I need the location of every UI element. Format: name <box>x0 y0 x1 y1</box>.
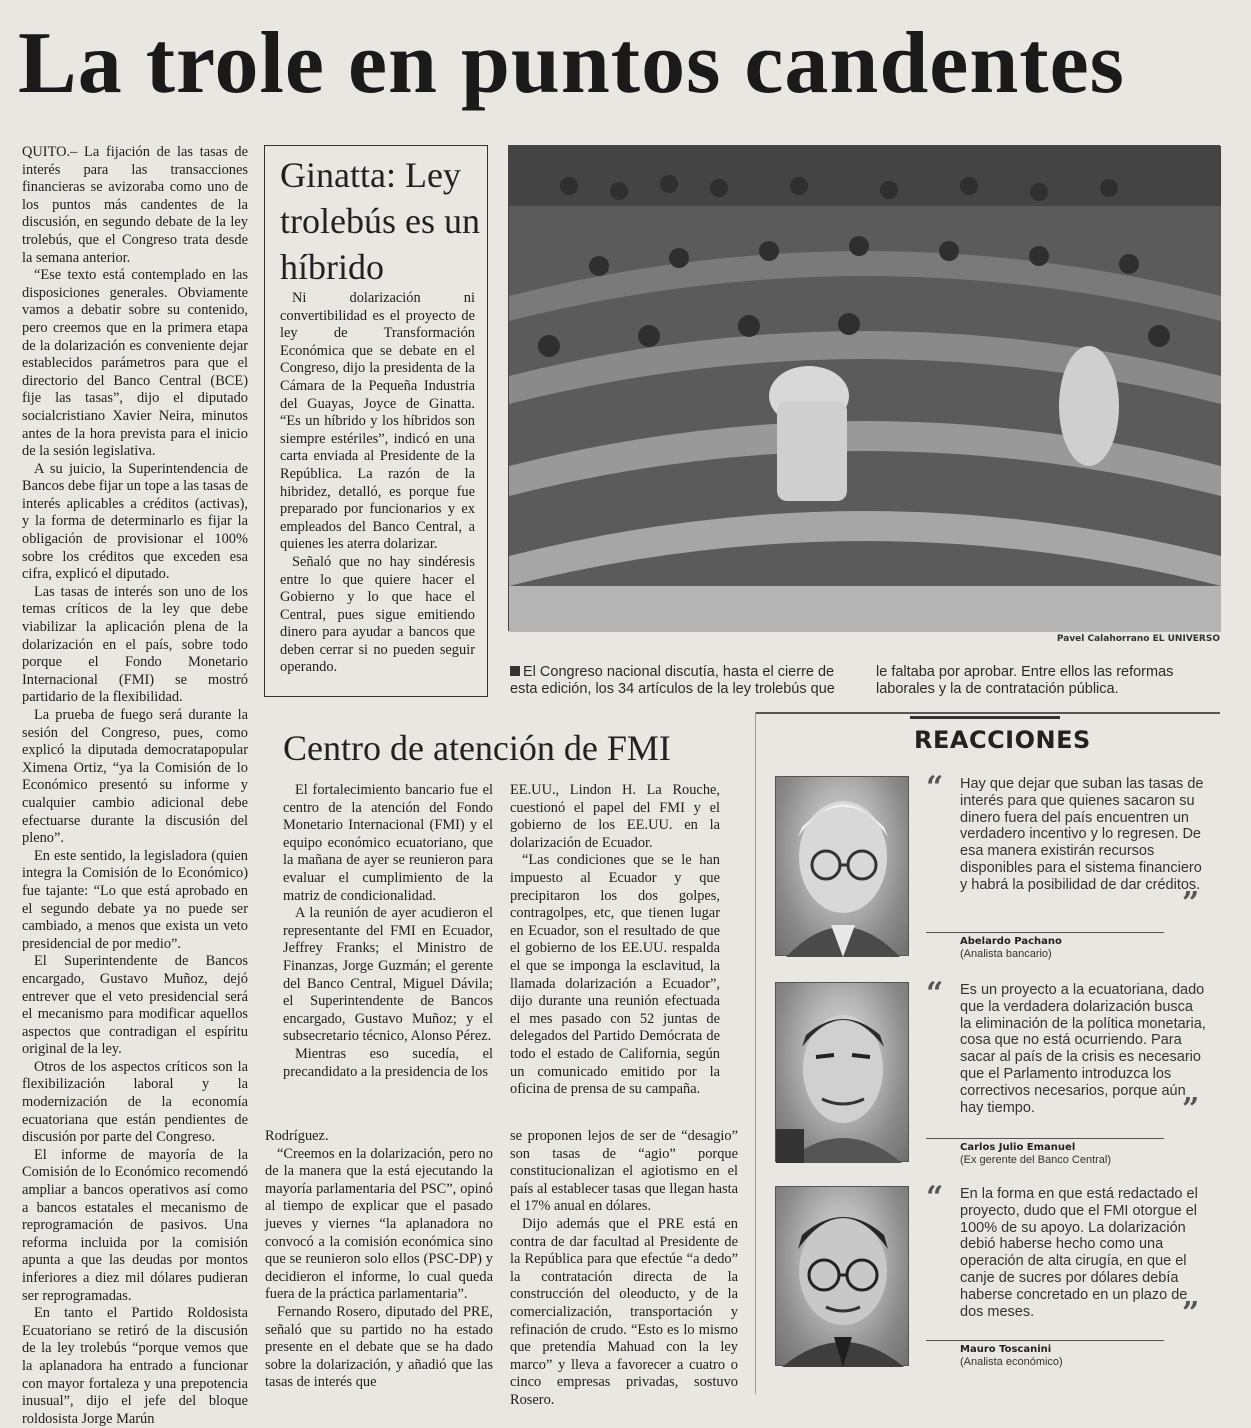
photo-credit: Pavel Calahorrano EL UNIVERSO <box>1056 634 1220 644</box>
reaction-quote: Es un proyecto a la ecuatoriana, dado que la verdadera dolarización busca la eliminación de la política monetaria, cosa que no está ocurriendo. Para sacar al país de la crisis es necesario que el Parlamento introduzca los correctivos necesarios, porque aún hay tiempo. <box>960 982 1206 1116</box>
reacciones-top-rule <box>756 712 1220 714</box>
photo-caption-right: le faltaba por aprobar. Entre ellos las reformas laborales y la de contratación pública. <box>876 664 1174 697</box>
article-column-3 <box>510 1128 738 1408</box>
reaction-name: Abelardo Pachano <box>960 936 1062 947</box>
sidebar-box-text <box>280 290 475 688</box>
paragraph: El Superintendente de Bancos encargado, Gustavo Muñoz, dejó entrever que el veto presidencial será el mecanismo para modificar aquellos aspectos que contradigan el espíritu original de la ley. <box>22 953 248 1058</box>
reacciones-title-rule <box>910 716 1060 719</box>
congress-photo-illustration <box>509 146 1221 632</box>
close-quote-icon: ” <box>1182 1092 1200 1127</box>
paragraph: Las tasas de interés son uno de los temas críticos de la ley que debe viabilizar la aplicación plena de la dolarización en el país, sobre todo porque el Fondo Monetario Internacional (FMI) se mostró partidario de la flexibilidad. <box>22 583 248 706</box>
reaction-rule <box>926 1138 1164 1139</box>
paragraph: QUITO.– La fijación de las tasas de interés para las transacciones financieras se avizoraba como uno de los puntos más candentes de la discusión, en segundo debate de la ley trolebús, que el Congreso trata desde la semana anterior. <box>22 144 248 266</box>
portrait-photo <box>775 982 909 1162</box>
fmi-column-a <box>283 782 493 1098</box>
open-quote-icon: “ <box>926 770 944 805</box>
paragraph: Otros de los aspectos críticos son la flexibilización laboral y la modernización de la economía ecuatoriana que están pendientes de discusión por parte del Congreso. <box>22 1058 248 1146</box>
headline: La trole en puntos candentes <box>18 15 1125 112</box>
article-column-2 <box>265 1128 493 1392</box>
portrait-photo <box>775 776 909 956</box>
paragraph: Señaló que no hay sindéresis entre lo que quiere hacer el Gobierno y lo que hace el Central, pues sigue emitiendo dinero para ayudar a bancos que deben cerrar si no pueden seguir operando. <box>280 553 475 676</box>
fmi-section-title: Centro de atención de FMI <box>283 728 671 768</box>
fmi-column-b <box>510 782 720 1098</box>
reaction-rule <box>926 932 1164 933</box>
paragraph: En este sentido, la legisladora (quien integra la Comisión de lo Económico) fue tajante: “Lo que está aprobado en el segundo debate ya no puede ser cambiado, a menos que exista un veto presidencial de por medio”. <box>22 847 248 952</box>
reaction-rule <box>926 1340 1164 1341</box>
column-divider <box>755 712 756 1394</box>
paragraph: En tanto el Partido Roldosista Ecuatoriano se retiró de la discusión de la ley trolebús “porque vemos que la aplanadora ha entrado a funcionar con mayor fortaleza y una prepotencia inusual”, dijo el jefe del bloque roldosista Jorge Marún <box>22 1305 248 1427</box>
paragraph: se proponen lejos de ser de “desagio” son tasas de “agio” porque constitucionalizan el agiotismo en el país al establecer tasas que llegan hasta el 17% anual en dólares. <box>510 1128 738 1215</box>
reaction-name: Mauro Toscanini <box>960 1344 1052 1355</box>
paragraph: Rodríguez. <box>265 1128 329 1144</box>
open-quote-icon: “ <box>926 1180 944 1215</box>
sidebar-box-title: Ginatta: Ley trolebús es un híbrido <box>280 155 480 287</box>
paragraph: EE.UU., Lindon H. La Rouche, cuestionó el papel del FMI y el gobierno de los EE.UU. en la dolarización de Ecuador. <box>510 782 720 851</box>
congress-photo <box>508 145 1220 631</box>
paragraph: El informe de mayoría de la Comisión de lo Económico recomendó ampliar a bancos operativos así como a bancos estatales el mecanismo de reprogramación de pasivos. Una reforma incluida por la comisión apunta a que las deudas por montos inferiores a diez mil dólares pudieran ser reprogramadas. <box>22 1146 248 1304</box>
paragraph: “Ese texto está contemplado en las disposiciones generales. Obviamente vamos a debatir sobre su contenido, pero creemos que en la primera etapa de la dolarización es conveniente dejar establecidos parámetros para que el directorio del Banco Central (BCE) fije las tasas”, dijo el diputado socialcristiano Xavier Neira, minutos antes de la hora prevista para el inicio de la sesión legislativa. <box>22 267 248 460</box>
reaction-role: (Ex gerente del Banco Central) <box>960 1154 1112 1166</box>
paragraph: Mientras eso sucedía, el precandidato a la presidencia de los <box>283 1045 493 1080</box>
photo-caption-left <box>510 664 862 698</box>
paragraph: “Las condiciones que se le han impuesto al Ecuador y que precipitaron los dos golpes, contragolpes, etc, que tienen lugar en Ecuador, son el resultado de que el gobierno de los EE.UU. respalda el que se imponga la esclavitud, la llamada dolarización a Ecuador”, dijo durante una reunión efectuada el mes pasado con 52 juntas de delegados del Partido Demócrata de todo el estado de California, según un comunicado emitido por la oficina de prensa de su campaña. <box>510 852 720 1098</box>
reaction-name: Carlos Julio Emanuel <box>960 1142 1076 1153</box>
reaction-quote: Hay que dejar que suban las tasas de interés para que quienes sacaron su dinero fuera del país encuentren un verdadero incentivo y lo regresen. De esa manera existirán recursos disponibles para el sistema financiero y habrá la posibilidad de dar créditos. <box>960 776 1204 893</box>
paragraph: El fortalecimiento bancario fue el centro de la atención del Fondo Monetario Internacional (FMI) y el equipo económico ecuatoriano, que la mañana de ayer se reunieron para evaluar el cumplimiento de la matriz de condicionalidad. <box>283 782 493 904</box>
paragraph: Ni dolarización ni convertibilidad es el proyecto de ley de Transformación Económica que se debate en el Congreso, dijo la presidenta de la Cámara de la Pequeña Industria del Guayas, Joyce de Ginatta. “Es un híbrido y los híbridos son siempre estériles”, indicó en una carta enviada al Presidente de la República. La razón de la hibridez, detalló, es porque fue preparado por funcionarios y ex empleados del Banco Central, a quienes les aterra dolarizar. <box>280 290 475 553</box>
caption-text: El Congreso nacional discutía, hasta el cierre de esta edición, los 34 artículos de la ley trolebús que <box>510 664 835 697</box>
paragraph: “Creemos en la dolarización, pero no de la manera que la está ejecutando la mayoría parlamentaria del PSC”, opinó al tiempo de explicar que el pasado jueves y viernes “la aplanadora no convocó a la comisión económica sino que se reunieron solo ellos (PSC-DP) y decidieron el informe, lo cual queda fuera de la práctica parlamentaria”. <box>265 1145 493 1303</box>
paragraph: Fernando Rosero, diputado del PRE, señaló que su partido no ha estado presente en el debate que se ha dado sobre la dolarización, y añadió que las tasas de interés que <box>265 1303 493 1391</box>
paragraph: La prueba de fuego será durante la sesión del Congreso, pues, como explicó la diputada democratapopular Ximena Ortiz, “ya la Comisión de lo Económico presentó su informe y cualquier cambio adicional debe efectuarse durante la discusión del pleno”. <box>22 707 248 847</box>
reaction-role: (Analista bancario) <box>960 948 1052 960</box>
portrait-photo <box>775 1186 909 1366</box>
close-quote-icon: ” <box>1182 886 1200 921</box>
caption-square-icon <box>510 666 520 676</box>
reaction-quote: En la forma en que está redactado el proyecto, dudo que el FMI otorgue el 100% de su apoyo. La dolarización debió haberse hecho como una operación de alta cirugía, en que el canje de sucres por dólares debía haberse concretado en un plazo de dos meses. <box>960 1186 1198 1320</box>
reaction-role: (Analista económico) <box>960 1356 1063 1368</box>
open-quote-icon: “ <box>926 976 944 1011</box>
paragraph: Dijo además que el PRE está en contra de dar facultad al Presidente de la República para que efectúe “a dedo” la contratación directa de la construcción del oleoducto, y de la comercialización, transportación y refinación de crudo. “Esto es lo mismo que pretendía Mahuad con la ley marco” y lleva a favorecer a cuatro o cinco empresas privadas, sostuvo Rosero. <box>510 1215 738 1408</box>
article-column-1 <box>22 144 248 1427</box>
paragraph: A su juicio, la Superintendencia de Bancos debe fijar un tope a las tasas de interés aplicables a créditos (activas), y la forma de determinarlo es fijar la obligación de provisionar el 100% sobre los créditos que exceden esa cifra, explicó el diputado. <box>22 460 248 583</box>
paragraph: A la reunión de ayer acudieron el representante del FMI en Ecuador, Jeffrey Franks; el Ministro de Finanzas, Jorge Guzmán; el gerente del Banco Central, Miguel Dávila; el Superintendente de Bancos encargado, Gustavo Muñoz; y el subsecretario técnico, Alonso Pérez. <box>283 905 493 1045</box>
reacciones-title: REACCIONES <box>914 726 1091 754</box>
close-quote-icon: ” <box>1182 1296 1200 1331</box>
